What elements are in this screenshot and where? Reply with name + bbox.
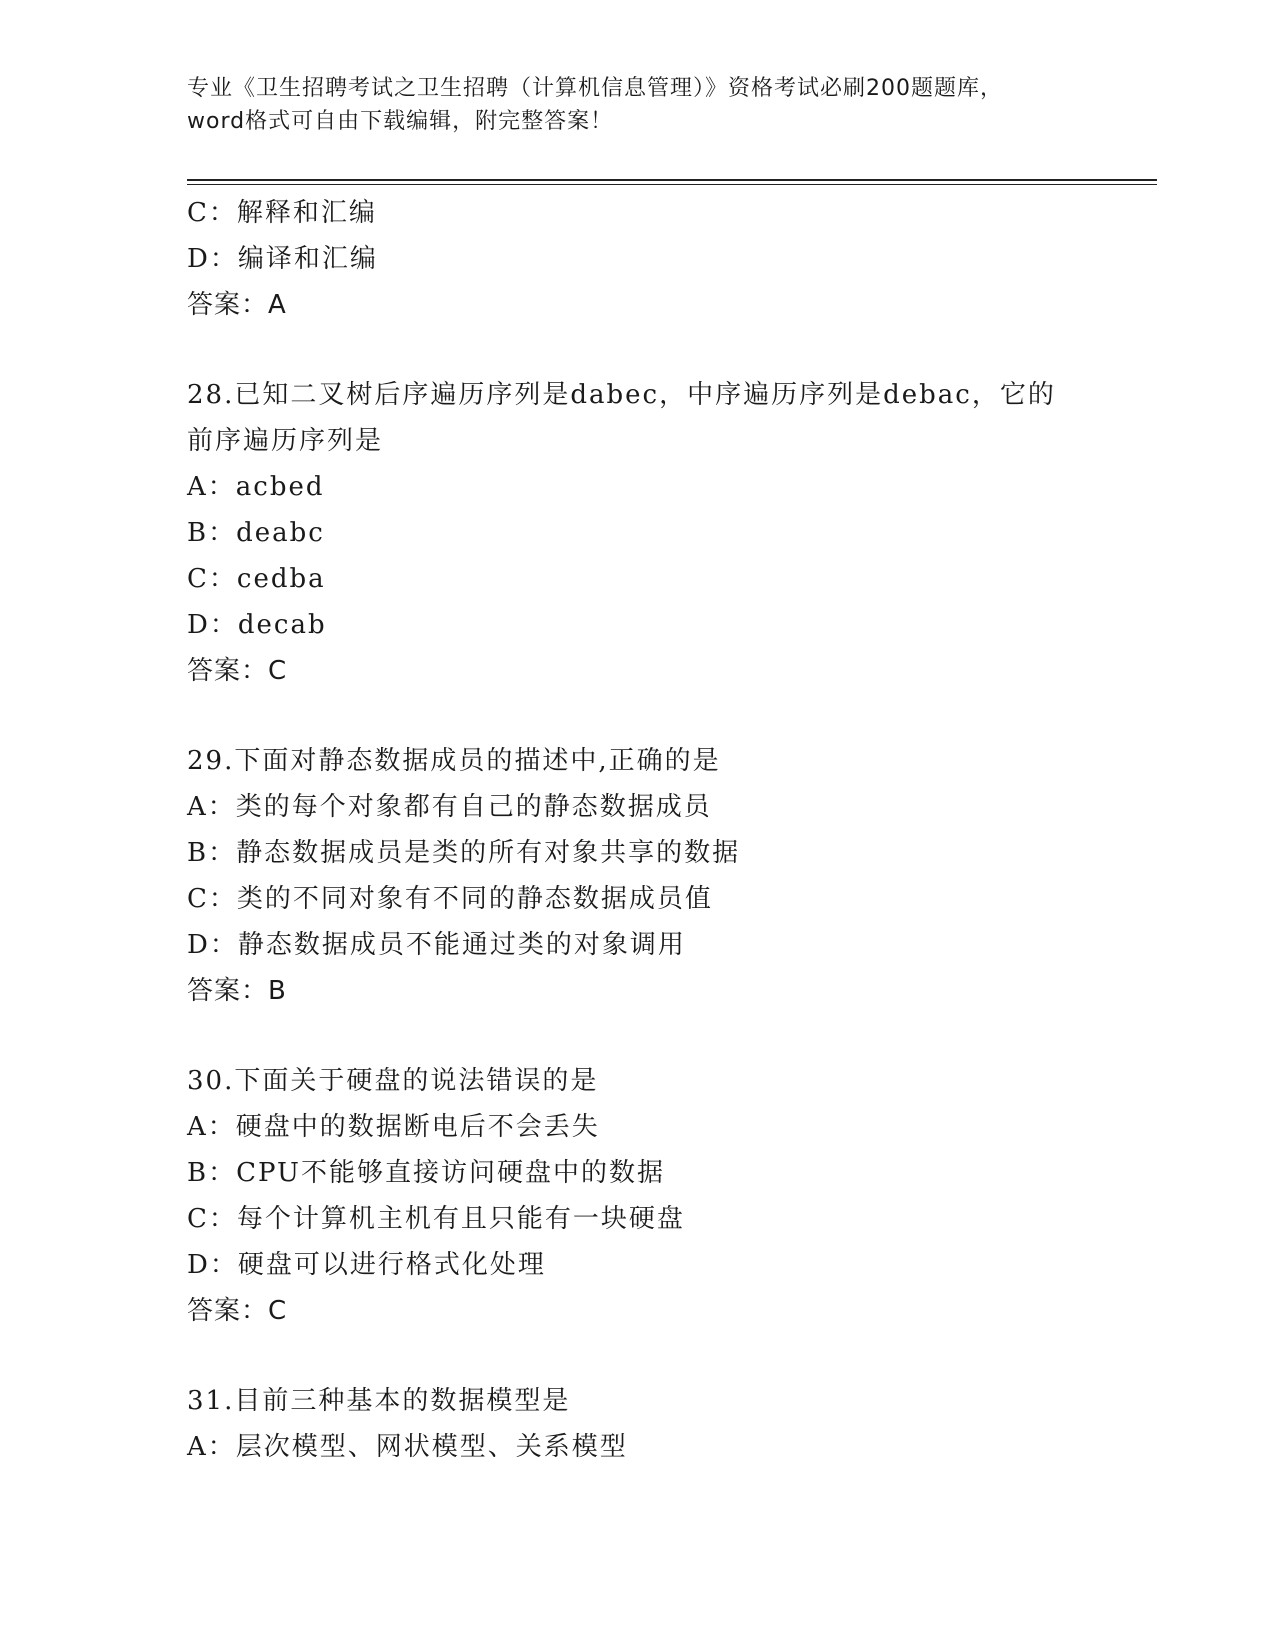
option-c: C：解释和汇编 — [187, 198, 377, 228]
question-31 — [187, 1378, 1147, 1470]
option-a: A：acbed — [187, 472, 325, 502]
option-d: D：编译和汇编 — [187, 244, 378, 274]
question-stem: 31.目前三种基本的数据模型是 — [187, 1386, 571, 1416]
answer-line: 答案：A — [187, 290, 287, 320]
question-30 — [187, 1058, 1147, 1334]
option-a: A：层次模型、网状模型、关系模型 — [187, 1432, 628, 1462]
option-d: D：静态数据成员不能通过类的对象调用 — [187, 930, 686, 960]
header-divider-thin — [187, 184, 1157, 185]
option-b: B：静态数据成员是类的所有对象共享的数据 — [187, 838, 741, 868]
answer-line: 答案：C — [187, 656, 288, 686]
question-28 — [187, 372, 1147, 694]
answer-line: 答案：B — [187, 976, 287, 1006]
option-a: A：类的每个对象都有自己的静态数据成员 — [187, 792, 712, 822]
question-stem: 30.下面关于硬盘的说法错误的是 — [187, 1066, 599, 1096]
question-29 — [187, 738, 1147, 1014]
question-stem-continued: 前序遍历序列是 — [187, 426, 384, 456]
header-title-line1: 专业《卫生招聘考试之卫生招聘（计算机信息管理）》资格考试必刷200题题库， — [187, 76, 1003, 101]
option-c: C：每个计算机主机有且只能有一块硬盘 — [187, 1204, 685, 1234]
option-b: B：deabc — [187, 518, 325, 548]
header-divider-thick — [187, 179, 1157, 181]
option-d: D：硬盘可以进行格式化处理 — [187, 1250, 546, 1280]
question-stem: 28.已知二叉树后序遍历序列是dabec，中序遍历序列是debac，它的 — [187, 380, 1056, 410]
question-list — [187, 190, 1147, 1470]
answer-line: 答案：C — [187, 1296, 288, 1326]
option-c: C：类的不同对象有不同的静态数据成员值 — [187, 884, 713, 914]
option-a: A：硬盘中的数据断电后不会丢失 — [187, 1112, 600, 1142]
header-title-line2: word格式可自由下载编辑，附完整答案！ — [187, 109, 614, 134]
document-header — [187, 72, 1087, 138]
question-27-tail — [187, 190, 1147, 328]
option-b: B：CPU不能够直接访问硬盘中的数据 — [187, 1158, 665, 1188]
question-stem: 29.下面对静态数据成员的描述中,正确的是 — [187, 746, 721, 776]
option-c: C：cedba — [187, 564, 326, 594]
option-d: D：decab — [187, 610, 327, 640]
